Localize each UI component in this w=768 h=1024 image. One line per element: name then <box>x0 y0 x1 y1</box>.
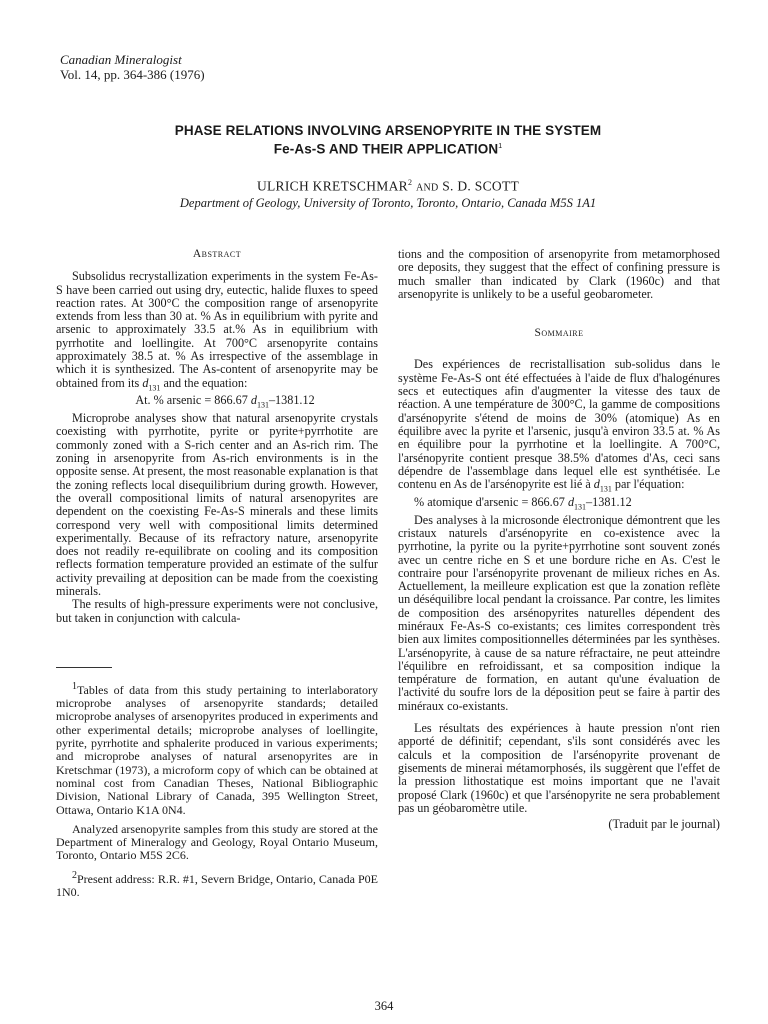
title-line-1: PHASE RELATIONS INVOLVING ARSENOPYRITE IN THE SYSTEM <box>174 123 602 138</box>
sommaire-p1-d: d <box>593 477 600 492</box>
author-and: AND <box>415 182 439 194</box>
sommaire-eq-b: –1381.12 <box>586 494 632 509</box>
sommaire-p1-end: par l'équation: <box>614 477 685 492</box>
abstract-paragraph-1 <box>56 270 378 394</box>
abstract-heading: Abstract <box>192 248 242 260</box>
article-title <box>60 123 716 158</box>
abstract-equation <box>56 394 378 412</box>
spacer <box>398 301 720 327</box>
journal-citation <box>60 52 205 82</box>
author-kretschmar: ULRICH KRETSCHMAR <box>256 178 408 194</box>
abstract-p1-end: and the equation: <box>163 375 248 390</box>
abstract-eq-d: d <box>250 393 257 408</box>
sommaire-p1-sub: 131 <box>599 484 612 494</box>
footnote-1 <box>56 680 378 817</box>
footnote-2 <box>56 869 378 900</box>
journal-name: Canadian Mineralogist <box>60 52 182 67</box>
sommaire-equation <box>398 496 720 514</box>
author-line <box>60 178 716 195</box>
title-footnote-mark: 1 <box>498 143 503 150</box>
title-line-2 <box>60 139 716 158</box>
right-column <box>398 248 720 831</box>
translation-credit: (Traduit par le journal) <box>608 817 720 832</box>
abstract-p1-sub: 131 <box>148 383 161 393</box>
abstract-eq-b: –1381.12 <box>268 393 315 408</box>
sommaire-paragraph-2: Des analyses à la microsonde électronique démontrent que les cristaux naturels d'arsénopyrite en co-existence avec la pyrrhotine, la pyrite ou la pyrite+pyrrhotine sont souvent zonés avec un centre riche en S et une bordure riche en As. C'est le contraire pour l'arsénopyrite provenant de milieux riches en As. Actuellement, la meilleure explication est que la zonation reflète un déséquilibre local pendant la croissance. Par contre, les limites de composition des arsénopyrites naturelles dépendent des minéraux Fe-As-S co-existants; ces limites correspondent très bien aux limites compositionnelles déterminées par les synthèses. L'arsénopyrite, à cause de sa nature réfractaire, ne peut atteindre l'équilibre en refroidissant, et sa composition indique la température de formation, en autant qu'une évaluation de l'activité du soufre lors de la déposition peut se faire à partir des minéraux co-existants. <box>398 512 720 713</box>
sommaire-eq-sub: 131 <box>574 502 587 512</box>
sommaire-paragraph-1 <box>398 358 720 495</box>
abstract-paragraph-3: The results of high-pressure experiments were not conclusive, but taken in conjunction with calcula- <box>56 597 378 625</box>
footnote-1-text: Tables of data from this study pertaining to interlaboratory microprobe analyses of arsenopyrite standards; detailed microprobe analyses of arsenopyrites produced in experiments and other experimental details; microprobe analyses of loellingite, pyrite, pyrrhotite and sphalerite produced in various experiments; and microprobe analyses of natural arsenopyrites are in Kretschmar (1973), a microform copy of which can be obtained at nominal cost from Canadian Theses, National Bibliographic Division, National Library of Canada, 395 Wellington Street, Ottawa, Ontario K1A 0N4. <box>56 682 378 817</box>
title-line-2-text: Fe-As-S AND THEIR APPLICATION <box>273 141 499 157</box>
abstract-eq-sub: 131 <box>256 400 269 410</box>
sommaire-p1-text: Des expériences de recristallisation sub-solidus dans le système Fe-As-S ont été effectuées à l'aide de flux d'halogénures secs et eutectiques afin d'augmenter la vitesse des taux de réaction. A une température de 300°C, la gamme de compositions d'arsénopyrite s'étend de moins de 30% (atomique) As en équilibre avec la pyrite et l'arsenic, jusqu'à environ 33.5 at. % As en équilibre pour la pyrrhotine et la loellingite. A 700°C, l'arsénopyrite contient presque 38.5% d'atomes d'As, ceci sans dépendre de l'assemblage dans lequel elle est synthétisée. Le contenu en As de l'arsénopyrite est lié à <box>398 357 720 492</box>
footnote-1b: Analyzed arsenopyrite samples from this study are stored at the Department of Mineralogy and Geology, Royal Ontario Museum, Toronto, Ontario M5S 2C6. <box>56 821 378 863</box>
journal-volume: Vol. 14, pp. 364-386 (1976) <box>60 67 205 82</box>
sommaire-paragraph-3: Les résultats des expériences à haute pression n'ont rien apporté de définitif; cependant, s'ils sont considérés avec les calculs et la composition de l'arsénopyrite provenant de gisements de minerai métamorphosés, ils suggèrent que l'effet de la pression lithostatique est moins important que ne l'avait proposé Clark (1960c) et que l'arsénopyrite ne sera probablement pas un géobaromètre utile. <box>398 721 720 815</box>
abstract-p1-d: d <box>142 375 149 390</box>
abstract-paragraph-2: Microprobe analyses show that natural arsenopyrite crystals coexisting with pyrrhotite, pyrite or pyrite+pyrrhotite are commonly zoned with a S-rich center and an As-rich rim. The zoning in arsenopyrite from As-rich environments is in the opposite sense. At present, the most reasonable explanation is that the zoning reflects local disequilibrium during growth. However, the overall compositional limits of natural arsenopyrites are dependent on the coexisting Fe-As-S minerals and these limits correspond very well with compositional limits determined experimentally. Because of its refractory nature, arsenopyrite does not readily re-equilibrate on cooling and its composition reflects formation temperature provided an estimate of the sulfur activity prevailing at deposition can be made from the coexisting minerals. <box>56 411 378 598</box>
author-scott: S. D. SCOTT <box>442 178 520 194</box>
abstract-p1-text: Subsolidus recrystallization experiments in the system Fe-As-S have been carried out using dry, eutectic, halide fluxes to speed reaction rates. At 300°C the composition range of arsenopyrite extends from less than 30 at. % As in equilibrium with pyrite and arsenic to approximately 33.5 at.% As in equilibrium with pyrrhotite and loellingite. At 700°C arsenopyrite contains approximately 38.5 at. % As irrespective of the assemblage in which it is synthesized. The As-content of arsenopyrite may be obtained from its <box>56 269 378 390</box>
author-footnote-mark: 2 <box>407 178 413 187</box>
sommaire-eq-d: d <box>567 494 575 509</box>
footnote-1-mark: 1 <box>72 680 77 692</box>
abstract-paragraph-3-continued: tions and the composition of arsenopyrite from metamorphosed ore deposits, they suggest that the effect of confining pressure is much smaller than indicated by Clark (1960c) and that arsenopyrite is unlikely to be a useful geobarometer. <box>398 247 720 301</box>
left-column <box>56 248 378 899</box>
sommaire-heading: Sommaire <box>534 327 584 340</box>
footnote-rule <box>56 667 112 668</box>
page-number: 364 <box>374 999 394 1013</box>
abstract-eq-a: At. % arsenic = 866.67 <box>135 393 248 408</box>
sommaire-eq-a: % atomique d'arsenic = 866.67 <box>414 494 565 509</box>
footnote-2-text: Present address: R.R. #1, Severn Bridge, Ontario, Canada P0E 1N0. <box>56 871 378 900</box>
footnote-2-mark: 2 <box>72 869 77 881</box>
affiliation: Department of Geology, University of Toronto, Toronto, Ontario, Canada M5S 1A1 <box>179 196 597 210</box>
